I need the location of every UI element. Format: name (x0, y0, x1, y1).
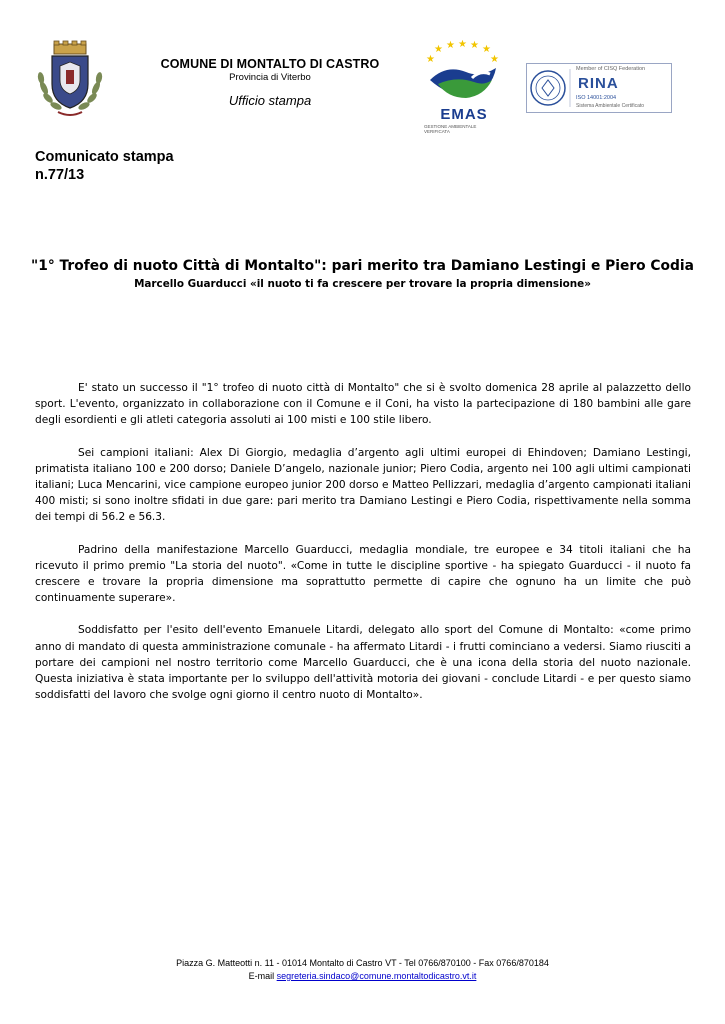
ufficio-label: Ufficio stampa (228, 93, 312, 108)
article-title: "1° Trofeo di nuoto Città di Montalto": pari merito tra Damiano Lestingi e Piero Codia (31, 258, 694, 274)
comune-title: COMUNE DI MONTALTO DI CASTRO (160, 57, 380, 71)
emas-caption: GESTIONE AMBIENTALE VERIFICATA (424, 124, 477, 134)
footer (20, 957, 705, 983)
header-block (130, 57, 410, 108)
article-subtitle: Marcello Guarducci «il nuoto ti fa crescere per trovare la propria dimensione» (134, 278, 591, 290)
municipal-crest-logo (34, 40, 106, 118)
rina-caption: Sistema Ambientale Certificato (576, 103, 645, 109)
paragraph-3: Padrino della manifestazione Marcello Guarducci, medaglia mondiale, tre europee e 34 titoli italiani che ha ricevuto il primo premio "La storia del nuoto". «Come in tutte le discipline sportive - ha spiegato Guarducci - il nuoto fa crescere e trovare la propria dimensione ma soprattutto permette di capire che ognuno ha un limite che può continuamente superare». (35, 543, 691, 605)
rina-iso-label: ISO 14001:2004 (576, 95, 617, 101)
comunicato-number: n.77/13 (35, 167, 85, 183)
svg-text:★: ★ (490, 54, 499, 65)
comunicato-label (35, 148, 174, 184)
article-heading (20, 258, 705, 290)
svg-text:★: ★ (482, 44, 491, 55)
article-body (35, 380, 691, 719)
footer-address: Piazza G. Matteotti n. 11 - 01014 Montalto di Castro VT - Tel 0766/870100 - Fax 0766/870184 (176, 958, 549, 968)
paragraph-4: Soddisfatto per l'esito dell'evento Emanuele Litardi, delegato allo sport del Comune di Montalto: «come primo anno di mandato di questa amministrazione comunale - ha affermato Litardi - i frutti cominciano a vedersi. Siamo riusciti a portare dei campioni nel nostro territorio come Marcello Guarducci, che è una icona della storia del nuoto nazionale. Questa iniziativa è stata importante per lo sviluppo dell'attività motoria dei giovani - conclude Litardi - e per questo siamo soddisfatti del lavoro che svolge ogni giorno il centro nuoto di Montalto». (35, 624, 691, 702)
emas-logo (420, 40, 506, 136)
svg-text:★: ★ (446, 40, 455, 51)
rina-brand: RINA (578, 75, 619, 92)
svg-text:★: ★ (458, 40, 467, 50)
provincia-label: Provincia di Viterbo (229, 72, 311, 83)
footer-email-label: E-mail (248, 971, 277, 981)
emas-label: EMAS (440, 106, 488, 123)
svg-text:★: ★ (470, 40, 479, 51)
svg-text:★: ★ (426, 54, 435, 65)
rina-member-label: Member of CISQ Federation (576, 66, 646, 72)
comunicato-line1: Comunicato stampa (35, 149, 174, 165)
paragraph-1: E' stato un successo il "1° trofeo di nuoto città di Montalto" che si è svolto domenica 28 aprile al palazzetto dello sport. L'evento, organizzato in collaborazione con il Comune e il Coni, ha visto la partecipazione di 180 bambini alle gare degli esordienti e gli atleti categoria assoluti ai 100 misti e 100 stile libero. (35, 382, 691, 427)
paragraph-2: Sei campioni italiani: Alex Di Giorgio, medaglia d’argento agli ultimi europei di Ehindoven; Damiano Lestingi, primatista italiano 100 e 200 dorso; Daniele D’angelo, nazionale junior; Piero Codia, argento nei 100 agli ultimi campionati italiani; Luca Mencarini, vice campione europeo junior 200 dorso e Matteo Pellizzari, medaglia d’argento campionati italiani 400 misti; si sono inoltre sfidati in due gare: pari merito tra Damiano Lestingi e Piero Codia, rispettivamente nella somma dei tempi di 56.2 e 56.3. (35, 446, 691, 524)
rina-certification-logo (526, 63, 672, 113)
footer-email-link[interactable]: segreteria.sindaco@comune.montaltodicastro.vt.it (276, 971, 477, 981)
svg-text:★: ★ (434, 44, 443, 55)
footer-email-line (20, 970, 705, 983)
